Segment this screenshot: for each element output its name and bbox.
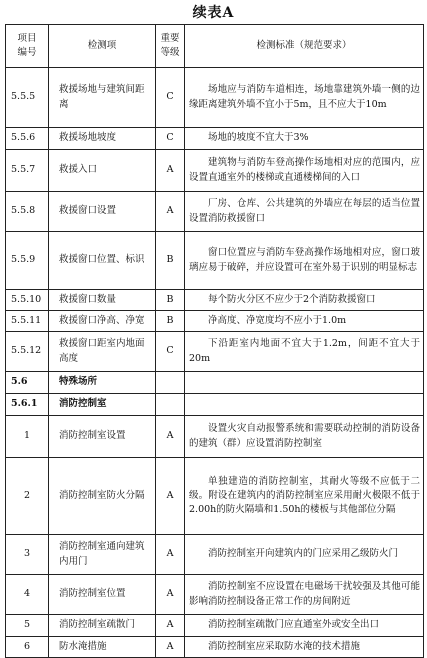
table-row <box>6 535 424 575</box>
row-code: 3 <box>6 535 49 575</box>
row-standard: 消防控制室开向建筑内的门应采用乙级防火门 <box>185 535 424 575</box>
section-label: 特殊场所 <box>49 372 156 394</box>
row-item: 消防控制室通向建筑内用门 <box>49 535 156 575</box>
table-row <box>6 150 424 192</box>
table-row <box>6 232 424 290</box>
header-standard: 检测标准（规范要求） <box>185 25 424 68</box>
row-item: 消防控制室防火分隔 <box>49 458 156 535</box>
row-grade: B <box>156 290 185 311</box>
table-row <box>6 575 424 615</box>
row-grade: A <box>156 575 185 615</box>
subsection-label: 消防控制室 <box>49 394 156 416</box>
row-standard: 场地应与消防车道相连，场地靠建筑外墙一侧的边缘距离建筑外墙不宜小于5m，且不应大于10m <box>185 68 424 128</box>
row-grade: A <box>156 192 185 232</box>
row-standard: 建筑物与消防车登高操作场地相对应的范围内，应设置直通室外的楼梯或直通楼梯间的入口 <box>185 150 424 192</box>
row-item: 救援窗口位置、标识 <box>49 232 156 290</box>
row-grade: C <box>156 128 185 150</box>
table-row <box>6 637 424 658</box>
row-standard: 下沿距室内地面不宜大于1.2m，间距不宜大于20m <box>185 332 424 372</box>
table-row <box>6 311 424 332</box>
section-row <box>6 372 424 394</box>
row-grade: A <box>156 535 185 575</box>
row-item: 消防控制室设置 <box>49 416 156 458</box>
table-header-row <box>6 25 424 68</box>
header-check-item: 检测项 <box>49 25 156 68</box>
row-standard: 设置火灾自动报警系统和需要联动控制的消防设备的建筑（群）应设置消防控制室 <box>185 416 424 458</box>
table-title: 续表A <box>192 5 235 21</box>
row-standard: 净高度、净宽度均不应小于1.0m <box>185 311 424 332</box>
row-code: 2 <box>6 458 49 535</box>
row-item: 救援入口 <box>49 150 156 192</box>
row-item: 救援窗口距室内地面高度 <box>49 332 156 372</box>
row-standard: 消防控制室不应设置在电磁场干扰较强及其他可能影响消防控制设备正常工作的房间附近 <box>185 575 424 615</box>
inspection-table <box>5 24 424 658</box>
row-standard: 单独建造的消防控制室，其耐火等级不应低于二级。附设在建筑内的消防控制室应采用耐火极限不低于2.00h的防火隔墙和1.50h的楼板与其他部位分隔 <box>185 458 424 535</box>
table-row <box>6 416 424 458</box>
row-grade: C <box>156 68 185 128</box>
row-code: 5.5.5 <box>6 68 49 128</box>
row-standard: 消防控制室应采取防水淹的技术措施 <box>185 637 424 658</box>
row-code: 5.5.8 <box>6 192 49 232</box>
table-row <box>6 192 424 232</box>
row-code: 5.5.10 <box>6 290 49 311</box>
row-grade: A <box>156 416 185 458</box>
row-code: 1 <box>6 416 49 458</box>
table-row <box>6 615 424 637</box>
table-row <box>6 128 424 150</box>
row-standard: 每个防火分区不应少于2个消防救援窗口 <box>185 290 424 311</box>
header-item-code: 项目 编号 <box>6 25 49 68</box>
table-row <box>6 458 424 535</box>
row-grade: A <box>156 150 185 192</box>
row-item: 救援窗口设置 <box>49 192 156 232</box>
row-grade: B <box>156 232 185 290</box>
row-standard: 场地的坡度不宜大于3% <box>185 128 424 150</box>
table-row <box>6 290 424 311</box>
row-standard: 窗口位置应与消防车登高操作场地相对应，窗口玻璃应易于破碎，并应设置可在室外易于识别的明显标志 <box>185 232 424 290</box>
row-code: 5.5.6 <box>6 128 49 150</box>
row-grade: A <box>156 458 185 535</box>
row-item: 救援窗口数量 <box>49 290 156 311</box>
row-item: 救援窗口净高、净宽 <box>49 311 156 332</box>
table-row <box>6 68 424 128</box>
row-standard: 厂房、仓库、公共建筑的外墙应在每层的适当位置设置消防救援窗口 <box>185 192 424 232</box>
row-code: 5.5.9 <box>6 232 49 290</box>
row-grade: B <box>156 311 185 332</box>
subsection-row <box>6 394 424 416</box>
subsection-code: 5.6.1 <box>6 394 49 416</box>
row-grade: A <box>156 637 185 658</box>
row-grade: A <box>156 615 185 637</box>
row-item: 救援场地与建筑间距离 <box>49 68 156 128</box>
row-item: 防水淹措施 <box>49 637 156 658</box>
row-code: 5.5.11 <box>6 311 49 332</box>
row-grade: C <box>156 332 185 372</box>
section-code: 5.6 <box>6 372 49 394</box>
row-code: 5 <box>6 615 49 637</box>
row-code: 4 <box>6 575 49 615</box>
row-item: 救援场地坡度 <box>49 128 156 150</box>
row-code: 5.5.7 <box>6 150 49 192</box>
row-item: 消防控制室疏散门 <box>49 615 156 637</box>
row-code: 6 <box>6 637 49 658</box>
header-importance-grade: 重要 等级 <box>156 25 185 68</box>
row-item: 消防控制室位置 <box>49 575 156 615</box>
table-row <box>6 332 424 372</box>
row-code: 5.5.12 <box>6 332 49 372</box>
row-standard: 消防控制室疏散门应直通室外或安全出口 <box>185 615 424 637</box>
